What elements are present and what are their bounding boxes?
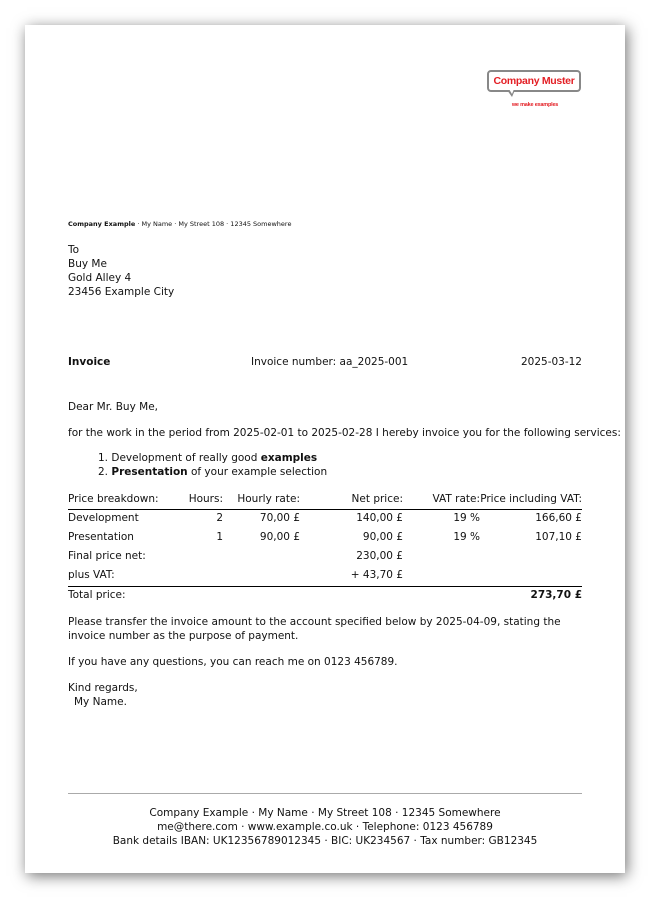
vat-row: plus VAT: + 43,70 £ [68,569,403,581]
address-line: To [68,244,80,256]
column-header: Hours: [188,493,223,505]
closing [68,681,138,709]
recipient-address [68,243,174,299]
list-item: 1. Development of really good examples [98,452,318,464]
total-value: 273,70 £ [530,589,582,601]
questions-text: If you have any questions, you can reach me on 0123 456789. [68,656,398,668]
transfer-text: Please transfer the invoice amount to the account specified below by 2025-04-09, stating the invoice number as the purpose of payment. [68,616,561,642]
table-row: Presentation 1 90,00 £ 90,00 £ 19 % 107,10 £ [68,531,582,543]
footer-line: me@there.com · www.example.co.uk · Telephone: 0123 456789 [157,821,493,833]
invoice-title: Invoice [68,356,111,368]
list-item: 2. Presentation of your example selection [98,466,328,478]
column-header: Net price: [351,493,403,505]
intro-text: for the work in the period from 2025-02-01 to 2025-02-28 I hereby invoice you for the following services: [68,427,621,439]
logo-name: Company Muster [493,75,575,87]
address-line: Gold Alley 4 [68,272,132,284]
total-row: Total price: 273,70 £ [68,586,582,606]
services-list [98,451,327,479]
address-line: Buy Me [68,258,107,270]
final-net-row: Final price net: 230,00 £ [68,550,403,562]
footer [68,806,582,848]
table-row: Development 2 70,00 £ 140,00 £ 19 % 166,60 £ [68,512,582,524]
sender-company: Company Example [68,220,136,228]
sender-line [68,220,291,228]
column-header: VAT rate: [432,493,480,505]
table-header [68,491,582,510]
regards-text: Kind regards, [68,682,138,694]
company-logo [487,70,583,110]
address-line: 23456 Example City [68,286,175,298]
invoice-number: Invoice number: aa_2025-001 [251,356,409,368]
invoice-date: 2025-03-12 [520,356,582,368]
logo-tagline: we make examples [511,102,559,108]
footer-divider [68,793,582,794]
logo-bubble [487,70,581,92]
footer-line: Company Example · My Name · My Street 108 · 12345 Somewhere [149,807,501,819]
column-header: Price including VAT: [480,493,582,505]
column-header: Hourly rate: [237,493,300,505]
invoice-page [25,25,625,873]
footer-line: Bank details IBAN: UK12356789012345 · BIC: UK234567 · Tax number: GB12345 [112,835,538,847]
signature: My Name. [74,696,127,708]
greeting: Dear Mr. Buy Me, [68,401,158,413]
price-table [68,491,582,606]
sender-details: · My Name · My Street 108 · 12345 Somewhere [135,220,292,228]
column-header: Price breakdown: [68,493,159,505]
